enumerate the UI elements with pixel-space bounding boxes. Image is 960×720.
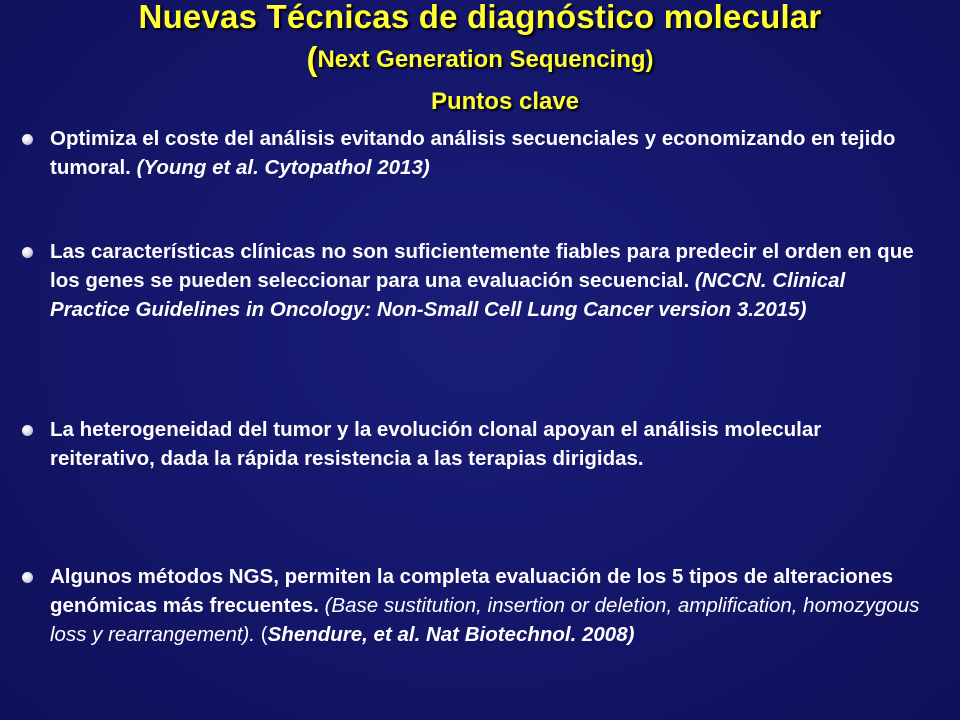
title-line-subtitle [0, 40, 960, 78]
bullet-dot-icon [22, 425, 33, 436]
bullet-body: Optimiza el coste del análisis evitando análisis secuenciales y economizando en tejido tumoral. [50, 127, 896, 179]
bullet-dot-icon [22, 134, 33, 145]
bullet-text [50, 124, 920, 182]
bullet-citation: Shendure, et al. Nat Biotechnol. 2008) [267, 623, 635, 646]
bullet-text [50, 562, 920, 649]
title-subtitle-text: Next Generation Sequencing) [317, 46, 654, 73]
bullet-body: La heterogeneidad del tumor y la evolución clonal apoyan el análisis molecular reiterativo, dada la rápida resistencia a las terapias dirigidas. [50, 418, 822, 470]
bullet-body: Algunos métodos NGS, permiten la completa evaluación de los 5 tipos de alteraciones genómicas más frecuentes. [50, 565, 893, 617]
bullet-detail: (Base sustitution, insertion or deletion, amplification, homozygous loss y rearrangement). [50, 594, 920, 646]
title-line-key-points: Puntos clave [430, 88, 580, 115]
bullet-dot-icon [22, 572, 33, 583]
bullet-body: Las características clínicas no son suficientemente fiables para predecir el orden en que los genes se pueden seleccionar para una evaluación secuencial. [50, 240, 914, 292]
bullet-citation: (NCCN. Clinical Practice Guidelines in Oncology: Non-Small Cell Lung Cancer version 3.2015) [50, 269, 846, 321]
title-open-paren: ( [306, 40, 318, 77]
bullet-citation-open: ( [255, 623, 268, 646]
bullet-citation: (Young et al. Cytopathol 2013) [136, 156, 430, 179]
bullet-text [50, 415, 920, 473]
title-line-main: Nuevas Técnicas de diagnóstico molecular [138, 0, 822, 35]
bullet-text [50, 237, 920, 324]
bullet-dot-icon [22, 247, 33, 258]
